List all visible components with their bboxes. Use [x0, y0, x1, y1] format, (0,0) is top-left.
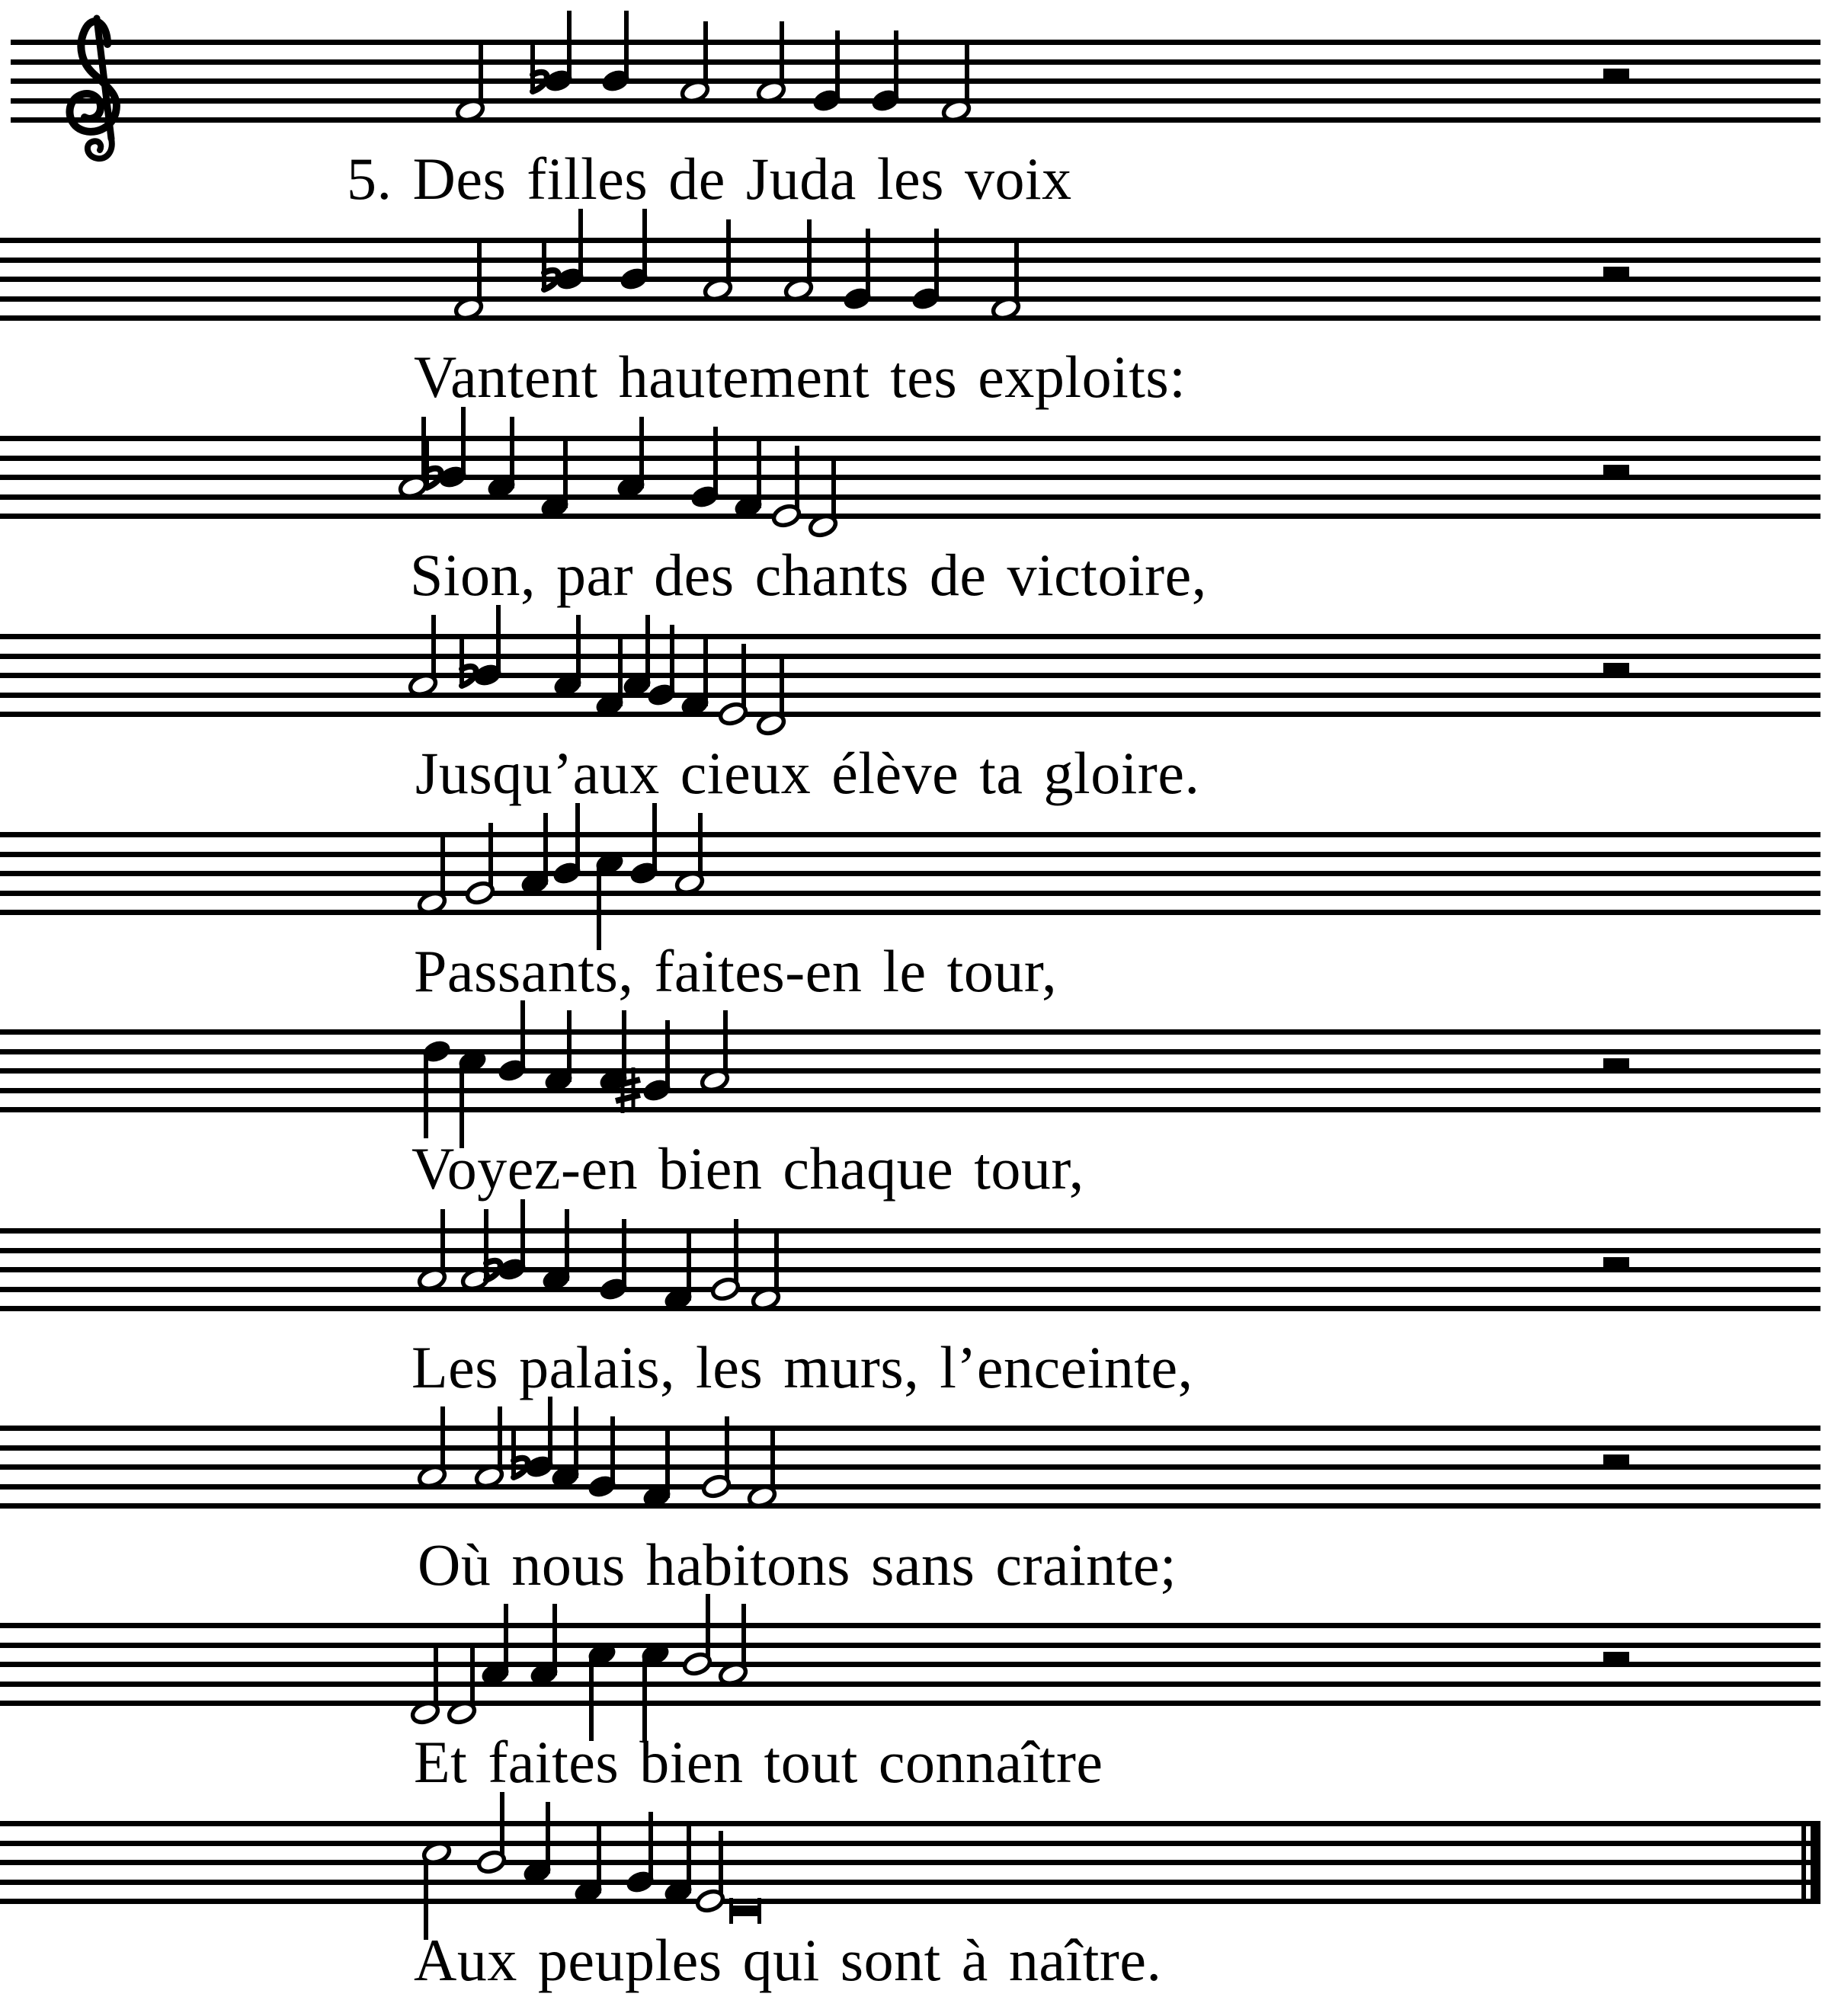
- system-7: [0, 1199, 1820, 1312]
- system-5: [0, 803, 1820, 950]
- note-stem: [552, 1604, 557, 1675]
- staff-line: [0, 634, 1820, 639]
- note-stem: [687, 1822, 691, 1893]
- staff-line: [0, 315, 1820, 321]
- staff-line: [0, 238, 1820, 243]
- note-stem: [652, 803, 657, 875]
- system-6: [0, 1000, 1820, 1148]
- half-rest: [1603, 69, 1629, 78]
- staff-line: [0, 1841, 1820, 1846]
- system-9: [0, 1594, 1820, 1741]
- lyric-line-10: Aux peuples qui sont à naître.: [414, 1927, 1162, 1993]
- staff-line: [0, 1643, 1820, 1648]
- note-stem: [835, 30, 840, 102]
- staff-line: [0, 1088, 1820, 1093]
- system-4: [0, 605, 1820, 737]
- note-head: [695, 1888, 725, 1914]
- note-head: [718, 701, 748, 727]
- note-stem: [894, 30, 898, 102]
- quarter-note: [594, 850, 625, 950]
- breve-bar: [733, 1906, 757, 1916]
- note-stem: [543, 813, 548, 885]
- staff-line: [0, 1228, 1820, 1234]
- note-stem: [610, 1416, 615, 1488]
- note-stem: [578, 209, 583, 280]
- treble-clef-icon: [69, 18, 116, 158]
- note-stem: [461, 407, 466, 478]
- note-stem: [546, 1802, 550, 1874]
- note-head: [710, 1276, 741, 1302]
- note-stem: [548, 1397, 552, 1468]
- staff-line: [0, 891, 1820, 896]
- staff-line: [0, 673, 1820, 678]
- staff-line: [0, 494, 1820, 500]
- system-8: [0, 1397, 1820, 1509]
- note-stem: [520, 1000, 525, 1072]
- quarter-note: [457, 1048, 488, 1148]
- note-stem: [703, 635, 708, 706]
- note-stem: [713, 427, 718, 498]
- staff-line: [0, 1029, 1820, 1035]
- flat-accidental-icon: [514, 1432, 528, 1477]
- note-stem: [567, 1010, 572, 1082]
- staff-line: [0, 1426, 1820, 1431]
- lyric-line-8: Où nous habitons sans crainte;: [418, 1531, 1177, 1598]
- half-rest: [1603, 465, 1629, 475]
- note-stem: [510, 417, 514, 488]
- staff-line: [11, 98, 1820, 104]
- half-note: [476, 1792, 507, 1875]
- note-stem: [648, 1812, 653, 1883]
- note-stem: [575, 803, 580, 875]
- note-stem: [574, 1406, 578, 1478]
- staff-line: [0, 258, 1820, 263]
- half-rest: [1603, 1454, 1629, 1464]
- note-stem: [622, 1219, 626, 1291]
- staff-line: [0, 1267, 1820, 1272]
- note-head: [465, 880, 495, 906]
- staff-line: [0, 475, 1820, 480]
- half-rest: [1603, 267, 1629, 277]
- note-stem: [565, 1209, 569, 1281]
- staff-line: [0, 514, 1820, 519]
- staff-line: [0, 436, 1820, 441]
- note-stem: [934, 229, 939, 300]
- system-10: [0, 1792, 1820, 1940]
- staff-line: [0, 1445, 1820, 1451]
- quarter-note: [619, 209, 649, 292]
- staff-line: [0, 1880, 1820, 1885]
- staff-line: [0, 1682, 1820, 1687]
- note-stem: [504, 1604, 508, 1675]
- staff-line: [0, 654, 1820, 659]
- staff-line: [0, 852, 1820, 857]
- staff-line: [0, 1662, 1820, 1667]
- staff-line: [0, 296, 1820, 302]
- note-stem: [424, 1053, 428, 1138]
- note-stem: [665, 1020, 670, 1092]
- lyric-line-7: Les palais, les murs, l’enceinte,: [411, 1334, 1193, 1400]
- staff-line: [0, 1107, 1820, 1112]
- system-3: [0, 407, 1820, 539]
- staff-line: [0, 1484, 1820, 1490]
- flat-accidental-icon: [486, 1234, 501, 1280]
- flat-accidental-icon: [427, 442, 441, 488]
- note-stem: [618, 635, 623, 706]
- staff-line: [11, 59, 1820, 65]
- system-2: [0, 209, 1820, 322]
- flat-accidental-icon: [533, 46, 547, 91]
- lyric-line-1: 5. Des filles de Juda les voix: [347, 146, 1072, 212]
- staff-line: [0, 1049, 1820, 1054]
- half-note: [682, 1594, 712, 1677]
- staff-line: [0, 1860, 1820, 1865]
- note-stem: [687, 1229, 691, 1301]
- system-1: [11, 11, 1820, 158]
- staff-line: [0, 832, 1820, 837]
- staff-line: [0, 1821, 1820, 1826]
- staff-line: [0, 1623, 1820, 1628]
- note-head: [682, 1651, 712, 1677]
- flat-accidental-icon: [544, 244, 559, 290]
- staff-line: [0, 1248, 1820, 1253]
- staff-line: [0, 277, 1820, 282]
- staff-line: [0, 1306, 1820, 1311]
- staff-line: [11, 117, 1820, 123]
- staff-line: [0, 1068, 1820, 1074]
- note-stem: [642, 209, 647, 280]
- final-barline-thin: [1801, 1821, 1806, 1904]
- staff-line: [0, 1701, 1820, 1706]
- note-stem: [496, 605, 501, 677]
- quarter-note: [629, 803, 659, 886]
- note-stem: [670, 625, 674, 696]
- staff-line: [0, 693, 1820, 698]
- lyric-line-3: Sion, par des chants de victoire,: [410, 542, 1207, 608]
- final-barline-thick: [1811, 1821, 1820, 1904]
- flat-accidental-icon: [462, 640, 476, 686]
- staff-line: [0, 910, 1820, 915]
- note-head: [701, 1474, 732, 1499]
- note-stem: [866, 229, 870, 300]
- note-stem: [597, 1822, 601, 1893]
- breve-side: [757, 1898, 761, 1924]
- half-rest: [1603, 1257, 1629, 1267]
- staff-line: [11, 40, 1820, 45]
- half-rest: [1603, 663, 1629, 673]
- note-stem: [639, 417, 644, 488]
- staff-line: [0, 456, 1820, 461]
- quarter-note: [552, 803, 582, 886]
- note-head: [476, 1849, 507, 1875]
- staff-line: [0, 1464, 1820, 1470]
- lyric-line-4: Jusqu’aux cieux élève ta gloire.: [415, 740, 1200, 806]
- half-note: [421, 1840, 452, 1940]
- note-stem: [757, 437, 761, 508]
- breve-side: [729, 1898, 733, 1924]
- note-stem: [665, 1426, 670, 1498]
- note-stem: [563, 437, 568, 508]
- staff-line: [0, 1899, 1820, 1904]
- note-stem: [624, 11, 629, 82]
- staff-line: [0, 871, 1820, 876]
- note-stem: [576, 615, 581, 686]
- quarter-note: [600, 11, 631, 94]
- staff-line: [11, 78, 1820, 84]
- staff-line: [0, 1287, 1820, 1292]
- lyric-line-6: Voyez-en bien chaque tour,: [411, 1135, 1084, 1202]
- quarter-note: [640, 1641, 671, 1741]
- lyric-line-9: Et faites bien tout connaître: [414, 1729, 1103, 1795]
- half-rest: [1603, 1058, 1629, 1068]
- note-stem: [645, 615, 650, 686]
- staff-line: [0, 1503, 1820, 1509]
- note-head: [771, 503, 802, 529]
- lyric-line-5: Passants, faites-en le tour,: [414, 938, 1058, 1004]
- quarter-note: [587, 1641, 617, 1741]
- staff-line: [0, 712, 1820, 717]
- note-stem: [520, 1199, 525, 1271]
- quarter-note: [497, 1000, 527, 1083]
- half-rest: [1603, 1652, 1629, 1662]
- lyric-line-2: Vantent hautement tes exploits:: [414, 344, 1186, 410]
- note-stem: [567, 11, 572, 82]
